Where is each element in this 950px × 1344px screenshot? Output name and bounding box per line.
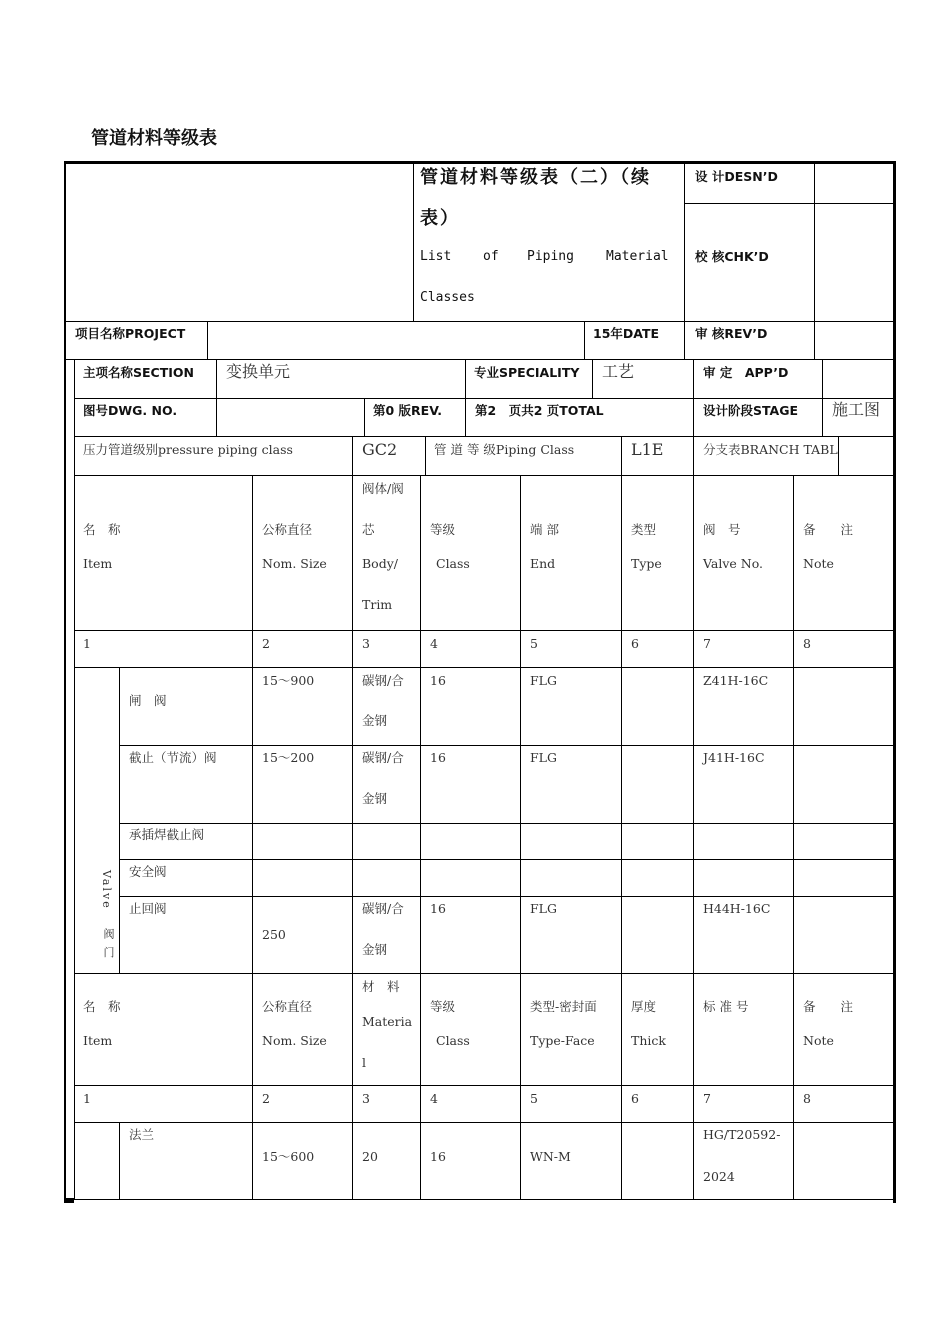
- column-number: 7: [703, 1091, 711, 1106]
- valve-row-material: 金钢: [362, 791, 388, 806]
- title-en-word: Piping: [527, 249, 574, 264]
- valve-header-type-en: Type: [631, 556, 662, 571]
- flange-header-class-cn: 等级: [430, 999, 456, 1014]
- table-title-line1: 管道材料等级表（二）（续: [420, 167, 651, 188]
- title-en-word: Material: [606, 249, 669, 264]
- column-number: 5: [530, 1091, 538, 1106]
- valve-row-end: FLG: [530, 901, 557, 916]
- table-title-line2: 表）: [420, 208, 460, 229]
- column-number: 1: [83, 636, 91, 651]
- valve-header-note-en: Note: [803, 556, 834, 571]
- valve-header-valve-en: Valve No.: [703, 556, 763, 571]
- drawing-number-label: 图号DWG. NO.: [83, 403, 178, 418]
- revision-label: 第0 版REV.: [373, 403, 443, 418]
- flange-row-standard: 2024: [703, 1169, 735, 1184]
- project-label: 项目名称PROJECT: [75, 326, 186, 341]
- flange-row-standard: HG/T20592-: [703, 1127, 781, 1142]
- valve-header-valve-cn: 阀 号: [703, 522, 741, 537]
- flange-row-name: 法兰: [129, 1127, 155, 1142]
- column-number: 3: [362, 636, 370, 651]
- flange-header-name-en: Item: [83, 1033, 113, 1048]
- valve-header-type-cn: 类型: [631, 522, 657, 537]
- column-number: 8: [803, 1091, 811, 1106]
- valve-row-material: 金钢: [362, 942, 388, 957]
- valve-group-label-en: Valve: [100, 870, 113, 910]
- valve-row-number: J41H-16C: [703, 750, 765, 765]
- section-value: 变换单元: [226, 362, 291, 381]
- title-en-word: List: [420, 249, 452, 264]
- valve-row-name: 截止（节流）阀: [129, 750, 217, 765]
- valve-row-end: FLG: [530, 750, 557, 765]
- valve-row-number: H44H-16C: [703, 901, 771, 916]
- valve-header-size-cn: 公称直径: [262, 522, 313, 537]
- flange-row-face: WN-M: [530, 1149, 571, 1164]
- valve-header-body: 芯: [362, 522, 375, 537]
- flange-header-standard: 标 准 号: [703, 999, 749, 1014]
- column-number: 1: [83, 1091, 91, 1106]
- valve-header-body: Trim: [362, 597, 393, 612]
- valve-header-end-cn: 端 部: [530, 522, 559, 537]
- pressure-class-value: GC2: [362, 440, 398, 459]
- section-label: 主项名称SECTION: [83, 365, 194, 380]
- valve-group-label-cn: 阀 门: [102, 928, 115, 960]
- valve-row-class: 16: [430, 673, 446, 688]
- column-number: 2: [262, 1091, 270, 1106]
- flange-header-face-en: Type-Face: [530, 1033, 595, 1048]
- valve-header-class-en: Class: [436, 556, 470, 571]
- document-title: 管道材料等级表: [91, 128, 217, 149]
- column-number: 4: [430, 636, 438, 651]
- branch-table-label: 分支表BRANCH TABL: [703, 442, 838, 457]
- column-number: 4: [430, 1091, 438, 1106]
- check-label: 校 核CHK’D: [695, 249, 769, 264]
- valve-header-body: 阀体/阀: [362, 481, 404, 496]
- flange-header-size-en: Nom. Size: [262, 1033, 327, 1048]
- approve-label: 审 定 APP’D: [703, 365, 789, 380]
- valve-row-material: 碳钢/合: [362, 901, 404, 916]
- valve-row-end: FLG: [530, 673, 557, 688]
- flange-row-class: 16: [430, 1149, 446, 1164]
- valve-row-name: 闸 阀: [129, 693, 167, 708]
- valve-row-class: 16: [430, 750, 446, 765]
- flange-header-name-cn: 名 称: [83, 999, 121, 1014]
- corner-mark: [64, 1198, 74, 1203]
- column-number: 6: [631, 1091, 639, 1106]
- flange-header-material: 材 料: [362, 979, 400, 994]
- valve-header-body: Body/: [362, 556, 398, 571]
- review-label: 审 核REV’D: [695, 326, 768, 341]
- flange-header-face-cn: 类型-密封面: [530, 999, 597, 1014]
- valve-row-size: 15～200: [262, 750, 315, 765]
- column-number: 6: [631, 636, 639, 651]
- speciality-value: 工艺: [602, 362, 635, 381]
- flange-header-thick-cn: 厚度: [631, 999, 657, 1014]
- pressure-class-label: 压力管道级别pressure piping class: [83, 442, 293, 457]
- valve-header-note-cn: 备 注: [803, 522, 854, 537]
- flange-header-class-en: Class: [436, 1033, 470, 1048]
- valve-header-name-en: Item: [83, 556, 113, 571]
- page-total-label: 第2 页共2 页TOTAL: [475, 403, 604, 418]
- valve-header-class-cn: 等级: [430, 522, 456, 537]
- column-number: 7: [703, 636, 711, 651]
- stage-label: 设计阶段STAGE: [703, 403, 799, 418]
- valve-row-class: 16: [430, 901, 446, 916]
- valve-row-size: 15～900: [262, 673, 315, 688]
- flange-header-material: Materia: [362, 1014, 413, 1029]
- valve-row-name: 安全阀: [129, 864, 167, 879]
- valve-row-name: 止回阀: [129, 901, 167, 916]
- column-number: 2: [262, 636, 270, 651]
- flange-header-material: l: [362, 1055, 366, 1070]
- flange-row-size: 15～600: [262, 1149, 315, 1164]
- piping-class-label: 管 道 等 级Piping Class: [434, 442, 575, 457]
- valve-header-end-en: End: [530, 556, 556, 571]
- valve-row-size: 250: [262, 927, 286, 942]
- column-number: 3: [362, 1091, 370, 1106]
- flange-row-material: 20: [362, 1149, 378, 1164]
- date-label: 15年DATE: [593, 326, 660, 341]
- flange-header-note-en: Note: [803, 1033, 834, 1048]
- stage-value: 施工图: [832, 400, 881, 419]
- valve-row-material: 金钢: [362, 713, 388, 728]
- valve-row-material: 碳钢/合: [362, 673, 404, 688]
- title-en-line2: Classes: [420, 290, 475, 305]
- speciality-label: 专业SPECIALITY: [474, 365, 580, 380]
- valve-row-number: Z41H-16C: [703, 673, 769, 688]
- valve-header-size-en: Nom. Size: [262, 556, 327, 571]
- flange-header-note-cn: 备 注: [803, 999, 854, 1014]
- flange-header-size-cn: 公称直径: [262, 999, 313, 1014]
- piping-class-value: L1E: [631, 440, 664, 459]
- flange-header-thick-en: Thick: [631, 1033, 666, 1048]
- valve-row-name: 承插焊截止阀: [129, 827, 205, 842]
- column-number: 8: [803, 636, 811, 651]
- column-number: 5: [530, 636, 538, 651]
- material-class-table: [64, 161, 896, 1203]
- valve-header-name-cn: 名 称: [83, 522, 121, 537]
- valve-row-material: 碳钢/合: [362, 750, 404, 765]
- design-label: 设 计DESN’D: [695, 169, 778, 184]
- title-en-word: of: [483, 249, 499, 264]
